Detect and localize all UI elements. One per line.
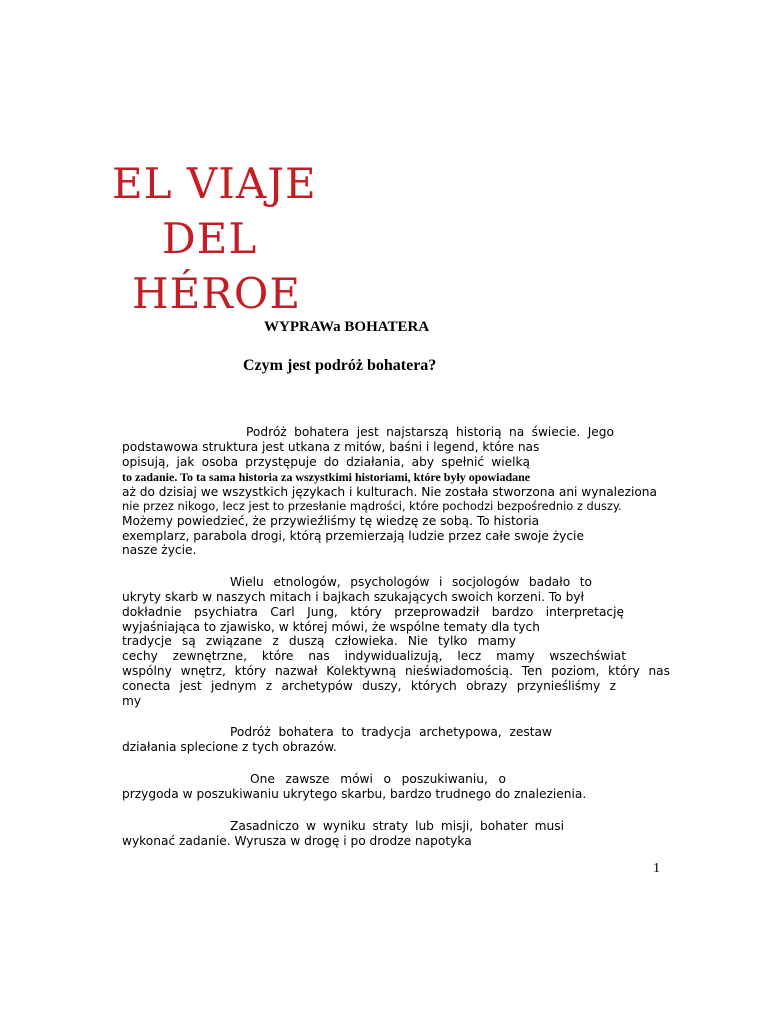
text-line: wspólny wnętrz, który nazwał Kolektywną nieświadomością. Ten poziom, który nas xyxy=(122,664,670,678)
text-line: nie przez nikogo, lecz jest to przesłanie mądrości, które pochodzi bezpośrednio z duszy. xyxy=(122,499,622,513)
text-line: Możemy powiedzieć, że przywieźliśmy tę wiedzę ze sobą. To historia xyxy=(122,514,540,528)
text-line: One zawsze mówi o poszukiwaniu, o xyxy=(250,772,506,786)
text-line: Podróż bohatera jest najstarszą historią na świecie. Jego xyxy=(246,425,614,439)
text-line: conecta jest jednym z archetypów duszy, których obrazy przynieśliśmy z xyxy=(122,679,616,693)
text-line: dokładnie psychiatra Carl Jung, który przeprowadził bardzo interpretację xyxy=(122,605,624,619)
text-line: ukryty skarb w naszych mitach i bajkach szukających swoich korzeni. To był xyxy=(122,590,584,604)
section-heading: Czym jest podróż bohatera? xyxy=(243,357,437,374)
text-line: wykonać zadanie. Wyrusza w drogę i po drodze napotyka xyxy=(122,834,472,848)
text-line: aż do dzisiaj we wszystkich językach i kulturach. Nie została stworzona ani wynaleziona xyxy=(122,485,657,499)
text-line: to zadanie. To ta sama historia za wszystkimi historiami, które były opowiadane xyxy=(122,470,531,484)
page-number: 1 xyxy=(653,861,660,876)
text-line: exemplarz, parabola drogi, którą przemierzają ludzie przez całe swoje życie xyxy=(122,529,584,543)
text-line: Podróż bohatera to tradycja archetypowa, zestaw xyxy=(230,725,552,739)
text-line: nasze życie. xyxy=(122,543,197,557)
document-title: WYPRAWa BOHATERA xyxy=(264,319,430,335)
text-line: tradycje są związane z duszą człowieka. Nie tylko mamy xyxy=(122,634,516,648)
book-title-logo xyxy=(112,156,317,321)
logo-line-1: EL VIAJE xyxy=(112,159,317,208)
text-line: opisują, jak osoba przystępuje do działania, aby spełnić wielką xyxy=(122,455,530,469)
logo-line-3: HÉROE xyxy=(132,269,302,318)
text-line: wyjaśniająca to zjawisko, w której mówi, że wspólne tematy dla tych xyxy=(122,620,540,634)
text-line: podstawowa struktura jest utkana z mitów, baśni i legend, które nas xyxy=(122,440,540,454)
text-line: my xyxy=(122,694,142,708)
text-line: Wielu etnologów, psychologów i socjologów badało to xyxy=(230,575,592,589)
text-line: Zasadniczo w wyniku straty lub misji, bohater musi xyxy=(230,819,564,833)
text-line: przygoda w poszukiwaniu ukrytego skarbu, bardzo trudnego do znalezienia. xyxy=(122,787,587,801)
logo-line-2: DEL xyxy=(162,214,258,263)
text-line: działania splecione z tych obrazów. xyxy=(122,740,337,754)
text-line: cechy zewnętrzne, które nas indywidualizują, lecz mamy wszechświat xyxy=(122,649,626,663)
